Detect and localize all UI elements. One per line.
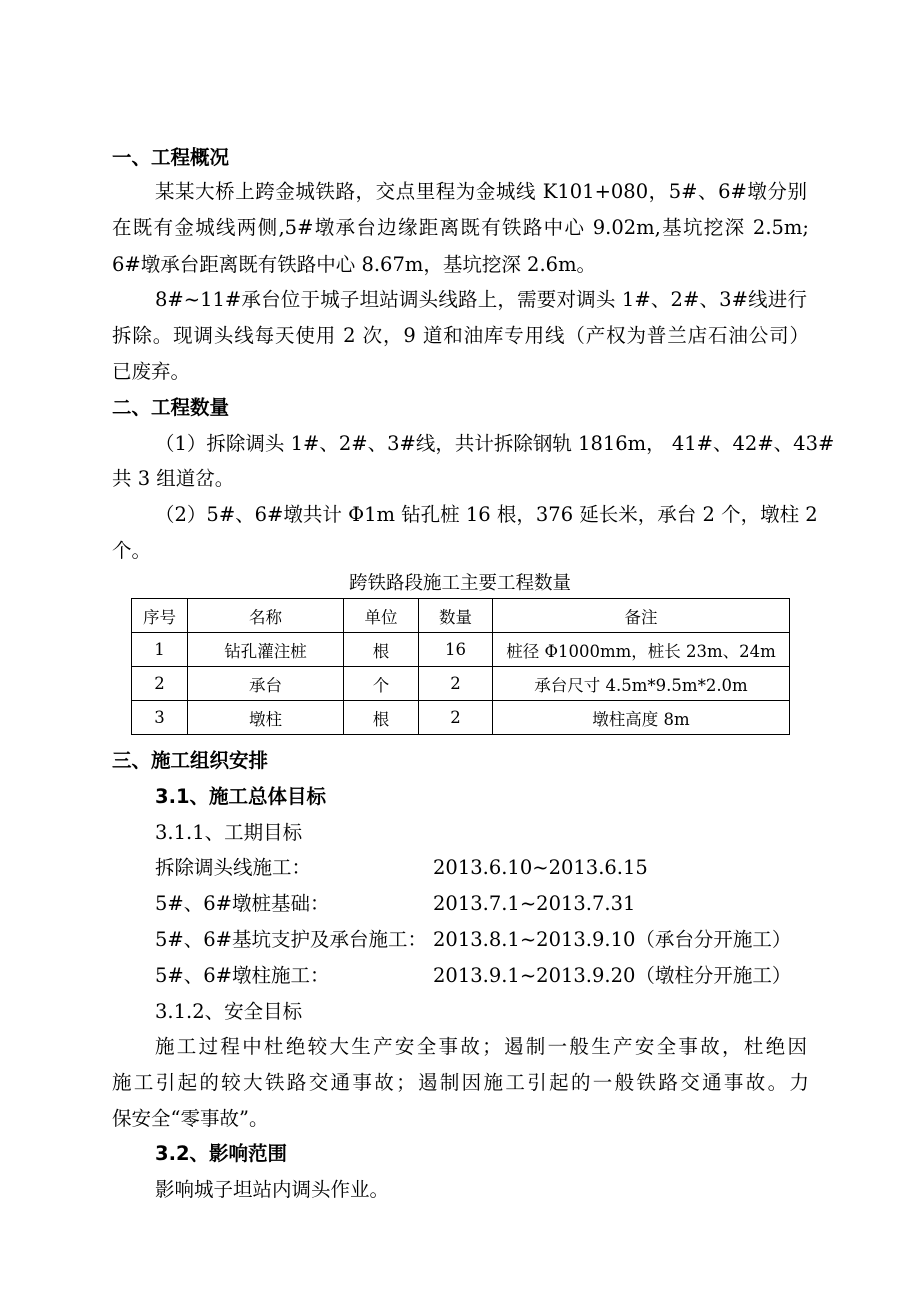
table-cell: 1	[132, 633, 188, 667]
paragraph-line: 拆除。现调头线每天使用 2 次，9 道和油库专用线（产权为普兰店石油公司）	[112, 324, 809, 347]
table-cell: 承台	[188, 667, 344, 701]
subsection-heading-overall-goals: 3.1、施工总体目标	[155, 785, 327, 808]
paragraph-line: 施工过程中杜绝较大生产安全事故；遏制一般生产安全事故，杜绝因	[155, 1035, 807, 1058]
paragraph-line: 8#~11#承台位于城子坦站调头线路上，需要对调头 1#、2#、3#线进行	[155, 288, 807, 311]
quantities-table	[131, 598, 790, 735]
table-row	[132, 633, 790, 667]
table-cell: 个	[344, 667, 419, 701]
schedule-label: 5#、6#墩柱施工：	[155, 964, 330, 987]
paragraph-line: 6#墩承台距离既有铁路中心 8.67m，基坑挖深 2.6m。	[112, 253, 597, 276]
paragraph-line: 影响城子坦站内调头作业。	[155, 1178, 390, 1201]
subsection-heading-safety: 3.1.2、安全目标	[155, 1000, 303, 1023]
table-cell: 钻孔灌注桩	[188, 633, 344, 667]
subsection-heading-impact: 3.2、影响范围	[155, 1142, 288, 1165]
table-cell: 墩柱高度 8m	[493, 701, 790, 735]
table-cell: 桩径 Φ1000mm，桩长 23m、24m	[493, 633, 790, 667]
paragraph-line: 某某大桥上跨金城铁路，交点里程为金城线 K101+080，5#、6#墩分别	[155, 180, 807, 203]
table-header-cell: 备注	[493, 599, 790, 633]
schedule-label: 5#、6#墩桩基础：	[155, 892, 330, 915]
schedule-date: 2013.8.1~2013.9.10（承台分开施工）	[433, 928, 792, 951]
schedule-date: 2013.7.1~2013.7.31	[433, 892, 636, 915]
paragraph-line: 个。	[112, 539, 152, 562]
schedule-date: 2013.6.10~2013.6.15	[433, 856, 648, 879]
table-caption: 跨铁路段施工主要工程数量	[348, 573, 571, 594]
table-cell: 根	[344, 701, 419, 735]
paragraph-line: 保安全“零事故”。	[112, 1107, 269, 1130]
table-cell: 2	[419, 667, 493, 701]
table-cell: 根	[344, 633, 419, 667]
table-header-cell: 数量	[419, 599, 493, 633]
paragraph-line: 已废弃。	[112, 360, 191, 383]
paragraph-line: （2）5#、6#墩共计 Φ1m 钻孔桩 16 根，376 延长米，承台 2 个，墩柱 2	[155, 503, 818, 526]
table-row	[132, 667, 790, 701]
paragraph-line: （1）拆除调头 1#、2#、3#线，共计拆除钢轨 1816m， 41#、42#、43#	[155, 432, 835, 455]
table-header-cell: 单位	[344, 599, 419, 633]
schedule-date: 2013.9.1~2013.9.20（墩柱分开施工）	[433, 964, 792, 987]
table-cell: 承台尺寸 4.5m*9.5m*2.0m	[493, 667, 790, 701]
table-cell: 2	[419, 701, 493, 735]
table-header-cell: 名称	[188, 599, 344, 633]
section-heading-overview: 一、工程概况	[112, 146, 230, 169]
table-cell: 16	[419, 633, 493, 667]
paragraph-line: 共 3 组道岔。	[112, 467, 235, 490]
table-header-row	[132, 599, 790, 633]
subsection-heading-schedule: 3.1.1、工期目标	[155, 821, 303, 844]
table-row	[132, 701, 790, 735]
paragraph-line: 在既有金城线两侧,5#墩承台边缘距离既有铁路中心 9.02m,基坑挖深 2.5m;	[112, 216, 809, 239]
table-header-cell: 序号	[132, 599, 188, 633]
paragraph-line: 施工引起的较大铁路交通事故；遏制因施工引起的一般铁路交通事故。力	[112, 1071, 809, 1094]
section-heading-organization: 三、施工组织安排	[112, 749, 269, 772]
table-cell: 2	[132, 667, 188, 701]
schedule-label: 5#、6#基坑支护及承台施工：	[155, 928, 427, 951]
table-cell: 3	[132, 701, 188, 735]
table-cell: 墩柱	[188, 701, 344, 735]
section-heading-quantities: 二、工程数量	[112, 396, 230, 419]
schedule-label: 拆除调头线施工：	[155, 856, 312, 879]
